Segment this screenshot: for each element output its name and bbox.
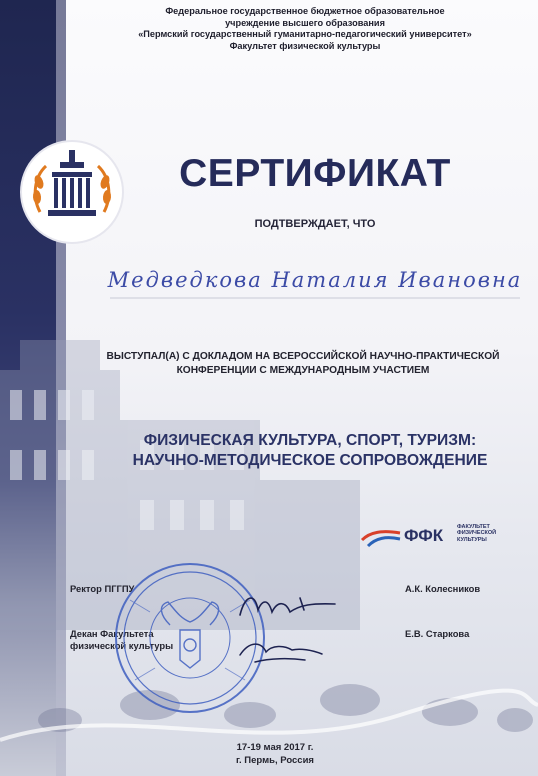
dean-name: Е.В. Старкова (405, 628, 470, 639)
dean-label-line: физической культуры (70, 640, 174, 651)
participation-line: ВЫСТУПАЛ(А) С ДОКЛАДОМ НА ВСЕРОССИЙСКОЙ НАУЧНО-ПРАКТИЧЕСКОЙ (106, 351, 500, 362)
event-date-place (190, 742, 360, 767)
header-line: Факультет физической культуры (229, 40, 381, 51)
header-line: «Пермский государственный гуманитарно-педагогический университет» (138, 29, 472, 40)
eagle-emblem-icon (161, 602, 218, 668)
certificate-title: СЕРТИФИКАТ (179, 152, 451, 195)
rector-name: А.К. Колесников (405, 583, 481, 594)
confirms-text: ПОДТВЕРЖДАЕТ, ЧТО (254, 218, 376, 230)
recipient-name: Медведкова Наталия Ивановна (107, 268, 523, 292)
logo-caption-line: ФАКУЛЬТЕТ (457, 524, 490, 530)
conference-title-line: ФИЗИЧЕСКАЯ КУЛЬТУРА, СПОРТ, ТУРИЗМ: (143, 432, 477, 449)
event-dates: 17-19 мая 2017 г. (236, 742, 314, 753)
logo-caption-line: ФИЗИЧЕСКОЙ (457, 530, 497, 537)
conference-title-line: НАУЧНО-МЕТОДИЧЕСКОЕ СОПРОВОЖДЕНИЕ (132, 452, 488, 469)
rector-label: Ректор ПГГПУ (70, 583, 135, 594)
rector-signature-scribble (240, 598, 335, 615)
header-line: Федеральное государственное бюджетное образовательное (165, 6, 445, 16)
faculty-logo-abbr: ФФК (404, 526, 444, 545)
header-line: учреждение высшего образования (225, 17, 385, 28)
event-place: г. Пермь, Россия (236, 754, 314, 766)
dean-label-line: Декан Факультета (70, 628, 154, 639)
logo-caption-line: КУЛЬТУРЫ (457, 536, 487, 543)
participation-line: КОНФЕРЕНЦИИ С МЕЖДУНАРОДНЫМ УЧАСТИЕМ (176, 364, 430, 376)
official-seal-stamp (116, 564, 264, 712)
